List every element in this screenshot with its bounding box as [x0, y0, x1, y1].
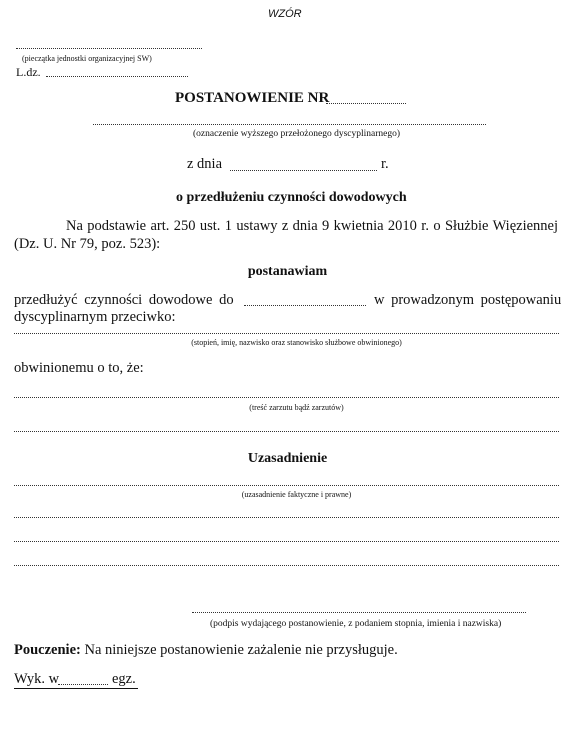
justification-dotted-line-2	[14, 517, 559, 518]
ldz-label: L.dz.	[16, 65, 41, 79]
justification-dotted-line-4	[14, 565, 559, 566]
decision-number-line	[326, 103, 406, 104]
signature-caption: (podpis wydającego postanowienie, z podaniem stopnia, imienia i nazwiska)	[210, 619, 502, 629]
superior-caption: (oznaczenie wyższego przełożonego dyscyplinarnego)	[192, 129, 401, 139]
charge-dotted-line-2	[14, 431, 559, 432]
charge-caption: (treść zarzutu bądź zarzutów)	[249, 403, 344, 412]
charged-label: obwinionemu o to, że:	[14, 360, 144, 376]
extend-until-dotted-line	[244, 305, 366, 306]
signature-dotted-line	[192, 612, 526, 613]
legal-basis-line-2: (Dz. U. Nr 79, poz. 523):	[14, 236, 161, 252]
date-prefix: z dnia	[187, 156, 223, 172]
copies-dotted-line	[58, 684, 108, 685]
justification-dotted-line-3	[14, 541, 559, 542]
legal-basis-line-1: Na podstawie art. 250 ust. 1 ustawy z dnia 9 kwietnia 2010 r. o Służbie Więziennej	[66, 218, 558, 234]
date-dotted-line	[230, 170, 377, 171]
decision-subject: o przedłużeniu czynności dowodowych	[176, 190, 407, 205]
justification-caption: (uzasadnienie faktyczne i prawne)	[241, 490, 352, 499]
superior-dotted-line	[93, 124, 486, 125]
instruction-label: Pouczenie:	[14, 642, 81, 658]
justification-heading: Uzasadnienie	[247, 451, 328, 466]
copies-suffix: egz.	[112, 671, 136, 687]
decision-heading: postanawiam	[247, 264, 328, 279]
copies-prefix: Wyk. w	[14, 671, 60, 687]
accused-dotted-line	[14, 333, 559, 334]
extend-text-start: przedłużyć czynności dowodowe do	[14, 292, 234, 308]
stamp-caption: (pieczątka jednostki organizacyjnej SW)	[22, 54, 152, 63]
justification-dotted-line-1	[14, 485, 559, 486]
wzor-label: WZÓR	[268, 8, 302, 20]
stamp-dotted-line	[16, 48, 202, 49]
ldz-dotted-line	[46, 76, 188, 77]
instruction-text: Na niniejsze postanowienie zażalenie nie przysługuje.	[84, 642, 398, 658]
charge-dotted-line-1	[14, 397, 559, 398]
extend-text-end: w prowadzonym postępowaniu	[374, 292, 562, 308]
extend-text-line-2: dyscyplinarnym przeciwko:	[14, 309, 176, 325]
date-suffix: r.	[381, 156, 389, 172]
accused-caption: (stopień, imię, nazwisko oraz stanowisko służbowe obwinionego)	[191, 338, 402, 347]
copies-underline	[14, 688, 138, 689]
decision-title: POSTANOWIENIE NR	[175, 90, 330, 106]
instruction	[14, 642, 398, 659]
